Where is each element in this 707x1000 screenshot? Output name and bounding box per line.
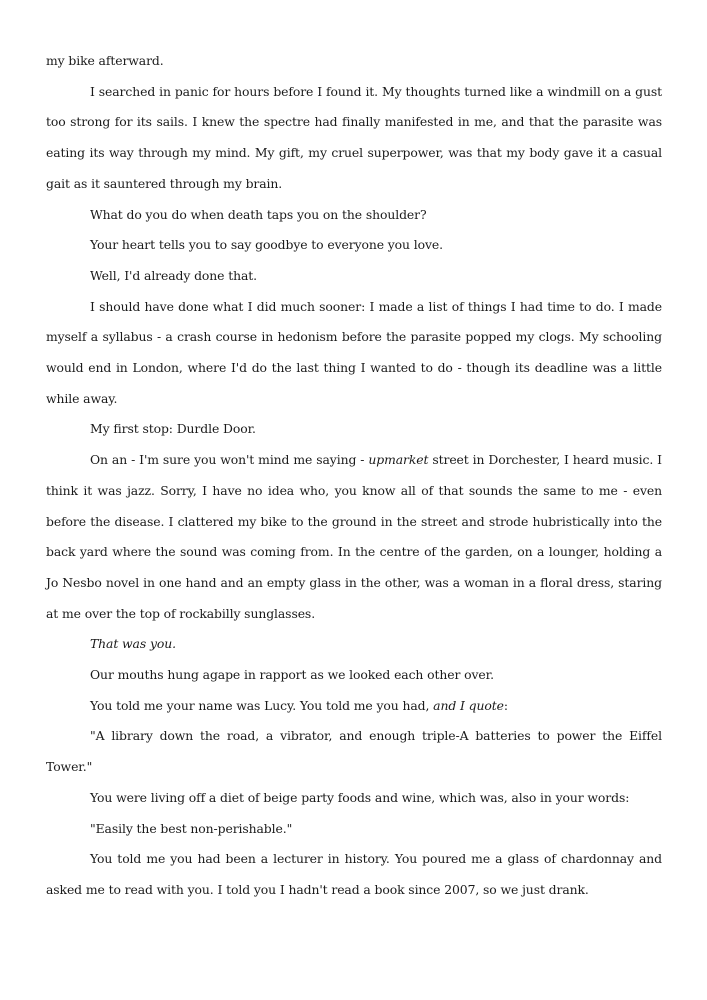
paragraph: My first stop: Durdle Door. bbox=[90, 421, 256, 437]
paragraph: Well, I'd already done that. bbox=[90, 267, 258, 283]
paragraph: "Easily the best non-perishable." bbox=[90, 820, 293, 836]
paragraph: You told me your name was Lucy. You told me you had, and I quote: bbox=[90, 697, 508, 713]
paragraph: What do you do when death taps you on the shoulder? bbox=[90, 206, 427, 222]
paragraph: my bike afterward. bbox=[46, 53, 164, 68]
paragraph bbox=[46, 629, 662, 660]
paragraph: Our mouths hung agape in rapport as we looked each other over. bbox=[90, 667, 494, 683]
paragraph: You told me you had been a lecturer in history. You poured me a glass of chardonnay and asked me to read with you. I told you I hadn't read a book since 2007, so we just drank. bbox=[46, 851, 662, 897]
body-text bbox=[46, 46, 662, 906]
paragraph: Your heart tells you to say goodbye to everyone you love. bbox=[90, 237, 443, 253]
paragraph: I should have done what I did much sooner: I made a list of things I had time to do. I made myself a syllabus - a crash course in hedonism before the parasite popped my clogs. My schooling would end in London, where I'd do the last thing I wanted to do - though its deadline was a little while away. bbox=[46, 298, 662, 406]
paragraph: You were living off a diet of beige party foods and wine, which was, also in your words: bbox=[90, 789, 630, 805]
italic-emphasis: upmarket bbox=[368, 452, 429, 468]
italic-emphasis: and I quote bbox=[433, 697, 504, 713]
paragraph: On an - I'm sure you won't mind me saying - upmarket street in Dorchester, I heard music. I think it was jazz. Sorry, I have no idea who, you know all of that sounds the same to me - even before the disease. I clattered my bike to the ground in the street and strode hubristically into the back yard where the sound was coming from. In the centre of the garden, on a lounger, holding a Jo Nesbo novel in one hand and an empty glass in the other, was a woman in a floral dress, staring at me over the top of rockabilly sunglasses. bbox=[46, 452, 662, 621]
paragraph: "A library down the road, a vibrator, and enough triple-A batteries to power the Eiffel Tower." bbox=[46, 728, 662, 775]
italic-emphasis: That was you. bbox=[90, 636, 176, 652]
paragraph: I searched in panic for hours before I found it. My thoughts turned like a windmill on a gust too strong for its sails. I knew the spectre had finally manifested in me, and that the parasite was eating its way through my mind. My gift, my cruel superpower, was that my body gave it a casual gait as it sauntered through my brain. bbox=[46, 83, 662, 191]
